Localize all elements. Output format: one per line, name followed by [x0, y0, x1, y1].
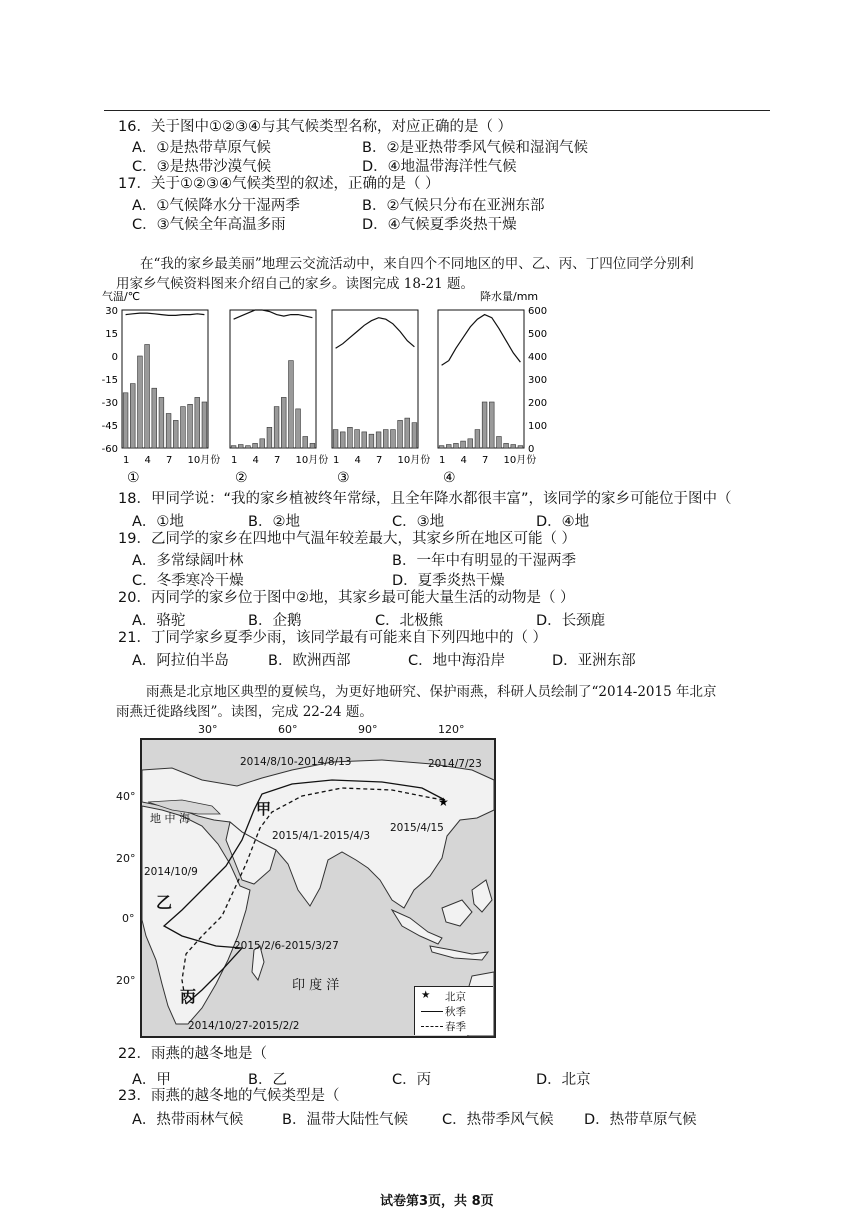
month-tick-label: 4 [460, 455, 467, 466]
q16-option-a[interactable]: A．①是热带草原气候 [132, 140, 271, 156]
date-label-3: 2015/4/15 [390, 822, 444, 834]
precip-bar [238, 445, 243, 448]
precip-bar [376, 432, 381, 448]
q17-stem: 17．关于①②③④气候类型的叙述，正确的是（ ） [118, 176, 440, 192]
beijing-star-icon: ★ [438, 795, 449, 809]
q16-option-c[interactable]: C．③是热带沙漠气候 [132, 159, 272, 175]
panel-label: ② [235, 470, 248, 486]
precip-bar [412, 423, 417, 448]
temp-tick-label: 0 [111, 352, 118, 363]
precip-axis-label: 降水量/mm [480, 290, 539, 303]
precip-bar [145, 345, 150, 449]
month-tick-label: 7 [274, 455, 281, 466]
precip-tick-label: 100 [528, 421, 548, 432]
precip-bar [439, 446, 444, 448]
q22-option-a[interactable]: A．甲 [132, 1072, 171, 1088]
q22-option-c[interactable]: C．丙 [392, 1072, 432, 1088]
q19-option-d[interactable]: D．夏季炎热干燥 [392, 573, 505, 589]
q19-option-c[interactable]: C．冬季寒冷干燥 [132, 573, 244, 589]
precip-bar [362, 432, 367, 448]
temp-tick-label: 30 [105, 306, 118, 317]
migration-map [140, 738, 496, 1038]
precip-bar [289, 361, 294, 448]
legend-star-icon: ★ [421, 989, 431, 1001]
lon-30: 30° [198, 723, 218, 736]
month-tick-label: 1 [333, 455, 340, 466]
q21-option-d[interactable]: D．亚洲东部 [552, 653, 636, 669]
precip-tick-label: 400 [528, 352, 548, 363]
q17-option-d[interactable]: D．④气候夏季炎热干燥 [362, 217, 517, 233]
q16-stem: 16．关于图中①②③④与其气候类型名称，对应正确的是（ ） [118, 119, 513, 135]
q18-option-b[interactable]: B．②地 [248, 514, 300, 530]
lat-40n: 40° [116, 790, 136, 803]
precip-tick-label: 0 [528, 444, 535, 455]
mediterranean-label: 地 中 海 [150, 812, 190, 825]
precip-bar [391, 430, 396, 448]
q20-option-d[interactable]: D．长颈鹿 [536, 613, 606, 629]
q17-option-b[interactable]: B．②气候只分布在亚洲东部 [362, 198, 545, 214]
precip-bar [246, 446, 251, 448]
q16-option-d[interactable]: D．④地温带海洋性气候 [362, 159, 517, 175]
month-tick-label: 4 [252, 455, 259, 466]
precip-bar [398, 420, 403, 448]
precip-bar [253, 443, 258, 448]
temp-tick-label: -45 [101, 421, 118, 432]
q21-option-b[interactable]: B．欧洲西部 [268, 653, 351, 669]
precip-bar [231, 446, 236, 448]
q19-option-b[interactable]: B．一年中有明显的干湿两季 [392, 553, 576, 569]
precip-bar [166, 414, 171, 449]
q20-option-a[interactable]: A．骆驼 [132, 613, 186, 629]
legend-spring: 春季 [445, 1021, 466, 1033]
panel-label: ④ [443, 470, 456, 486]
temp-tick-label: -15 [101, 375, 118, 386]
place-jia: 甲 [256, 800, 272, 818]
precip-bar [504, 443, 509, 448]
precip-bar [454, 443, 459, 448]
month-tick-label: 1 [123, 455, 130, 466]
precip-bar [138, 356, 143, 448]
precip-bar [348, 427, 353, 448]
page-footer: 试卷第3页，共 8页 [380, 1194, 494, 1209]
precip-bar [152, 388, 157, 448]
q23-option-a[interactable]: A．热带雨林气候 [132, 1112, 244, 1128]
q22-option-b[interactable]: B．乙 [248, 1072, 287, 1088]
q18-stem: 18．甲同学说：“我的家乡植被终年常绿，且全年降水都很丰富”，该同学的家乡可能位于图中（ [118, 491, 732, 507]
precip-bar [130, 384, 135, 448]
date-label-6: 2015/2/6-2015/3/27 [234, 940, 339, 952]
temp-tick-label: -60 [101, 444, 118, 455]
q22-stem: 22．雨燕的越冬地是（ [118, 1046, 267, 1062]
q23-stem: 23．雨燕的越冬地的气候类型是（ [118, 1088, 340, 1104]
temp-axis-label: 气温/℃ [102, 290, 141, 303]
precip-bar [281, 397, 286, 448]
q21-option-c[interactable]: C．地中海沿岸 [408, 653, 506, 669]
precip-bar [497, 437, 502, 449]
climate-panel-frame [438, 310, 524, 448]
header-rule [104, 110, 770, 111]
precip-bar [267, 427, 272, 448]
precip-bar [461, 441, 466, 448]
precip-tick-label: 600 [528, 306, 548, 317]
q18-option-c[interactable]: C．③地 [392, 514, 445, 530]
precip-bar [446, 445, 451, 448]
q22-option-d[interactable]: D．北京 [536, 1072, 591, 1088]
indian-ocean-label: 印 度 洋 [292, 978, 340, 993]
precip-tick-label: 500 [528, 329, 548, 340]
precip-bar [489, 402, 494, 448]
panel-label: ③ [337, 470, 350, 486]
lon-90: 90° [358, 723, 378, 736]
climate-charts [100, 288, 548, 486]
month-tick-label: 7 [166, 455, 173, 466]
precip-bar [303, 437, 308, 449]
lat-20s: 20° [116, 974, 136, 987]
precip-bar [260, 439, 265, 448]
precip-bar [181, 407, 186, 448]
q21-stem: 21．丁同学家乡夏季少雨，该同学最有可能来自下列四地中的（ ） [118, 630, 548, 646]
precip-bar [173, 420, 178, 448]
date-label-1: 2014/8/10-2014/8/13 [240, 756, 352, 768]
precip-bar [518, 446, 523, 448]
q18-option-d[interactable]: D．④地 [536, 514, 590, 530]
climate-panel-frame [230, 310, 316, 448]
lon-60: 60° [278, 723, 298, 736]
map-legend [414, 986, 493, 1035]
precip-bar [202, 402, 207, 448]
precip-bar [123, 393, 128, 448]
q17-option-a[interactable]: A．①气候降水分干湿两季 [132, 198, 300, 214]
month-tick-label: 4 [144, 455, 151, 466]
date-label-4: 2015/4/1-2015/4/3 [272, 830, 371, 842]
q21-option-a[interactable]: A．阿拉伯半岛 [132, 653, 229, 669]
month-tick-label: 10月份 [187, 455, 221, 466]
q19-option-a[interactable]: A．多常绿阔叶林 [132, 553, 244, 569]
month-tick-label: 1 [439, 455, 446, 466]
legend-solid-line [421, 1011, 443, 1012]
precip-bar [405, 418, 410, 448]
date-label-7: 2014/10/27-2015/2/2 [188, 1020, 300, 1032]
lat-0: 0° [122, 912, 135, 925]
legend-dashed-line [421, 1026, 443, 1027]
q17-option-c[interactable]: C．③气候全年高温多雨 [132, 217, 286, 233]
date-label-5: 2014/10/9 [144, 866, 198, 878]
precip-bar [369, 434, 374, 448]
precip-bar [355, 430, 360, 448]
precip-bar [482, 402, 487, 448]
q20-option-c[interactable]: C．北极熊 [375, 613, 444, 629]
precip-bar [468, 439, 473, 448]
month-tick-label: 4 [354, 455, 361, 466]
q16-option-b[interactable]: B．②是亚热带季风气候和湿润气候 [362, 140, 588, 156]
q18-option-a[interactable]: A．①地 [132, 514, 184, 530]
lon-120: 120° [438, 723, 465, 736]
temp-tick-label: 15 [105, 329, 118, 340]
precip-bar [383, 430, 388, 448]
date-label-2: 2014/7/23 [428, 758, 482, 770]
precip-bar [274, 407, 279, 448]
precip-tick-label: 300 [528, 375, 548, 386]
precip-tick-label: 200 [528, 398, 548, 409]
lat-20n: 20° [116, 852, 136, 865]
precip-bar [333, 430, 338, 448]
month-tick-label: 10月份 [397, 455, 431, 466]
intro-18-21-line2: 用家乡气候资料图来介绍自己的家乡。读图完成 18-21 题。 [116, 276, 474, 292]
precip-bar [159, 397, 164, 448]
intro-18-21-line1: 在“我的家乡最美丽”地理云交流活动中，来自四个不同地区的甲、乙、丙、丁四位同学分别利 [140, 256, 694, 272]
intro-22-24-line1: 雨燕是北京地区典型的夏候鸟，为更好地研究、保护雨燕，科研人员绘制了“2014-2015 年北京 [146, 684, 717, 700]
precip-bar [340, 432, 345, 448]
q23-option-c[interactable]: C．热带季风气候 [442, 1112, 554, 1128]
place-yi: 乙 [156, 893, 173, 912]
place-bing: 丙 [180, 987, 197, 1006]
precip-bar [475, 430, 480, 448]
precip-bar [511, 445, 516, 448]
intro-22-24-line2: 雨燕迁徙路线图”。读图，完成 22-24 题。 [116, 704, 373, 720]
q20-option-b[interactable]: B．企鹅 [248, 613, 302, 629]
legend-autumn: 秋季 [445, 1006, 466, 1018]
precip-bar [310, 443, 315, 448]
temp-tick-label: -30 [101, 398, 118, 409]
q23-option-d[interactable]: D．热带草原气候 [584, 1112, 697, 1128]
q19-stem: 19．乙同学的家乡在四地中气温年较差最大，其家乡所在地区可能（ ） [118, 531, 577, 547]
precip-bar [188, 404, 193, 448]
month-tick-label: 10月份 [503, 455, 537, 466]
month-tick-label: 10月份 [295, 455, 329, 466]
month-tick-label: 7 [376, 455, 383, 466]
month-tick-label: 7 [482, 455, 489, 466]
month-tick-label: 1 [231, 455, 238, 466]
precip-bar [296, 409, 301, 448]
panel-label: ① [127, 470, 140, 486]
precip-bar [195, 397, 200, 448]
q23-option-b[interactable]: B．温带大陆性气候 [282, 1112, 408, 1128]
legend-beijing: 北京 [445, 991, 466, 1003]
q20-stem: 20．丙同学的家乡位于图中②地，其家乡最可能大量生活的动物是（ ） [118, 590, 575, 606]
